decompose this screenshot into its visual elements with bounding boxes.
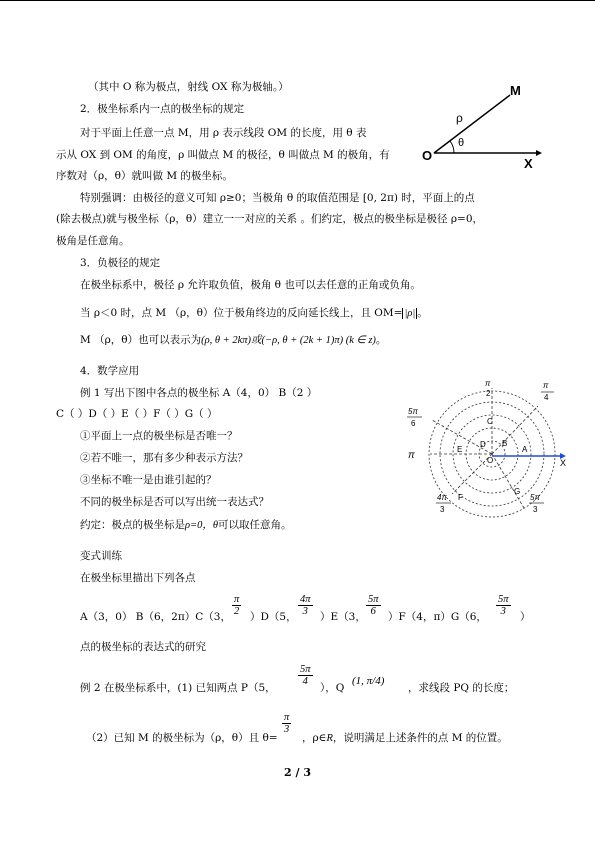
heading-4: 4．数学应用 bbox=[80, 365, 140, 377]
axis-arrowhead bbox=[536, 150, 542, 156]
fraction-e: $\frac{5\pi}{6}$ bbox=[368, 594, 379, 617]
angle-4pi-3-num: 4π bbox=[437, 493, 447, 502]
points-list-e: ）E（3， bbox=[320, 611, 366, 623]
page-number: 2 / 3 bbox=[284, 766, 311, 779]
paragraph-line: 示从 OX 到 OM 的角度，ρ 叫做点 M 的极径，θ 叫做点 M 的极角，有 bbox=[56, 149, 390, 161]
example-2-question: ，求线段 PQ 的长度； bbox=[408, 682, 515, 694]
label-o: O bbox=[487, 456, 494, 465]
point-c: C bbox=[487, 417, 493, 426]
point-g: G bbox=[514, 487, 521, 496]
paragraph-line: (除去极点)就与极坐标（ρ，θ）建立一一对应的关系 。们约定，极点的极坐标是极径 ρ=0， bbox=[56, 213, 484, 225]
label-o: O bbox=[422, 148, 433, 163]
heading-2: 2．极坐标系内一点的极坐标的规定 bbox=[80, 103, 245, 115]
paragraph-line: 极角是任意角。 bbox=[56, 235, 130, 247]
polar-grid-figure bbox=[402, 376, 580, 522]
point-a: A bbox=[522, 445, 528, 454]
example-2-q: ），Q bbox=[320, 682, 345, 694]
fraction-g: $\frac{5\pi}{3}$ bbox=[498, 594, 509, 617]
convention: 约定：极点的极坐标是ρ=0，θ可以取任意角。 bbox=[80, 519, 292, 531]
fraction-theta: $\frac{\pi}{3}$ bbox=[284, 712, 290, 735]
point-f: F bbox=[458, 493, 463, 502]
emphasis-line: 特别强调：由极径的意义可知 ρ≥0；当极角 θ 的取值范围是 [0, 2π) 时，平面上的点 bbox=[80, 192, 475, 204]
angle-5pi-3-den: 3 bbox=[533, 505, 538, 514]
label-m: M bbox=[510, 83, 521, 98]
top-rule bbox=[0, 0, 595, 1]
line-pole-note: （其中 O 称为极点，射线 OX 称为极轴。） bbox=[88, 81, 289, 93]
point-d: D bbox=[480, 440, 486, 449]
points-list-end: ） bbox=[520, 611, 531, 623]
abs-rho: |ρ| bbox=[404, 308, 416, 319]
question-4: 不同的极坐标是否可以写出统一表达式？ bbox=[80, 496, 269, 508]
example-2-part2-b: ，ρ∈R，说明满足上述条件的点 M 的位置。 bbox=[302, 732, 508, 744]
fraction-c: $\frac{\pi}{2}$ bbox=[234, 594, 240, 617]
label-x: X bbox=[524, 156, 533, 171]
variant-heading: 变式训练 bbox=[80, 550, 122, 562]
fraction-d: $\frac{4\pi}{3}$ bbox=[300, 594, 311, 617]
formula: (ρ, θ + 2kπ)或(−ρ, θ + (2k + 1)π) (k ∈ z) bbox=[201, 335, 376, 346]
angle-5pi-3-num: 5π bbox=[530, 493, 540, 502]
heading-3: 3．负极径的规定 bbox=[80, 257, 161, 269]
point-e: E bbox=[457, 445, 463, 454]
angle-pi-4-num: π bbox=[543, 381, 549, 390]
example-2-part1: 例 2 在极坐标系中，(1) 已知两点 P（5， bbox=[80, 682, 276, 694]
question-1: ①平面上一点的极坐标是否唯一？ bbox=[80, 430, 238, 442]
example-1: 例 1 写出下图中各点的极坐标 A（4，0） B（2 ） bbox=[80, 387, 318, 399]
angle-5pi-6-num: 5π bbox=[408, 407, 418, 416]
angle-pi-4-den: 4 bbox=[544, 393, 549, 402]
paragraph-line: M （ρ，θ）也可以表示为(ρ, θ + 2kπ)或(−ρ, θ + (2k + 1)π) (k ∈ z)。 bbox=[80, 334, 387, 346]
paragraph-line: 对于平面上任意一点 M，用 ρ 表示线段 OM 的长度，用 θ 表 bbox=[80, 127, 367, 139]
label-theta: θ bbox=[458, 137, 465, 149]
paragraph-line: 序数对（ρ，θ）就叫做 M 的极坐标。 bbox=[56, 170, 233, 182]
points-list-f-g: ）F（4，π）G（6， bbox=[388, 611, 487, 623]
question-2: ②若不唯一，那有多少种表示方法？ bbox=[80, 452, 248, 464]
example-2-part2: （2）已知 M 的极坐标为（ρ，θ）且 θ= bbox=[86, 732, 278, 744]
fraction-p: $\frac{5\pi}{4}$ bbox=[300, 664, 311, 687]
angle-pi-2-num: π bbox=[485, 379, 491, 388]
segment-om bbox=[434, 95, 510, 153]
angle-5pi-6-den: 6 bbox=[411, 419, 416, 428]
polar-definition-figure bbox=[418, 78, 548, 178]
subheading: 点的极坐标的表达式的研究 bbox=[80, 641, 206, 653]
question-3: ③坐标不唯一是由谁引起的？ bbox=[80, 474, 217, 486]
label-rho: ρ bbox=[456, 111, 463, 125]
paragraph-line: 当 ρ＜0 时，点 M （ρ，θ）位于极角终边的反向延长线上，且 OM= |ρ| 。 bbox=[80, 307, 428, 319]
points-list-a-c: A（3，0） B（6，2π）C（3， bbox=[80, 611, 231, 623]
points-list-d: ）D（5， bbox=[250, 611, 297, 623]
paragraph-line: 在极坐标系中，极径 ρ 允许取负值，极角 θ 也可以去任意的正角或负角。 bbox=[80, 279, 421, 291]
angle-pi: π bbox=[408, 450, 415, 461]
variant-instruction: 在极坐标里描出下列各点 bbox=[80, 572, 196, 584]
angle-arc bbox=[450, 141, 454, 153]
example-1-blanks: C（ ）D（ ）E（ ）F（ ）G（ ） bbox=[56, 408, 218, 420]
angle-4pi-3-den: 3 bbox=[440, 505, 445, 514]
point-b: B bbox=[502, 439, 508, 448]
label-x: X bbox=[560, 458, 567, 468]
angle-pi-2-den: 2 bbox=[486, 389, 491, 398]
point-q: (1, π/4) bbox=[352, 675, 385, 687]
